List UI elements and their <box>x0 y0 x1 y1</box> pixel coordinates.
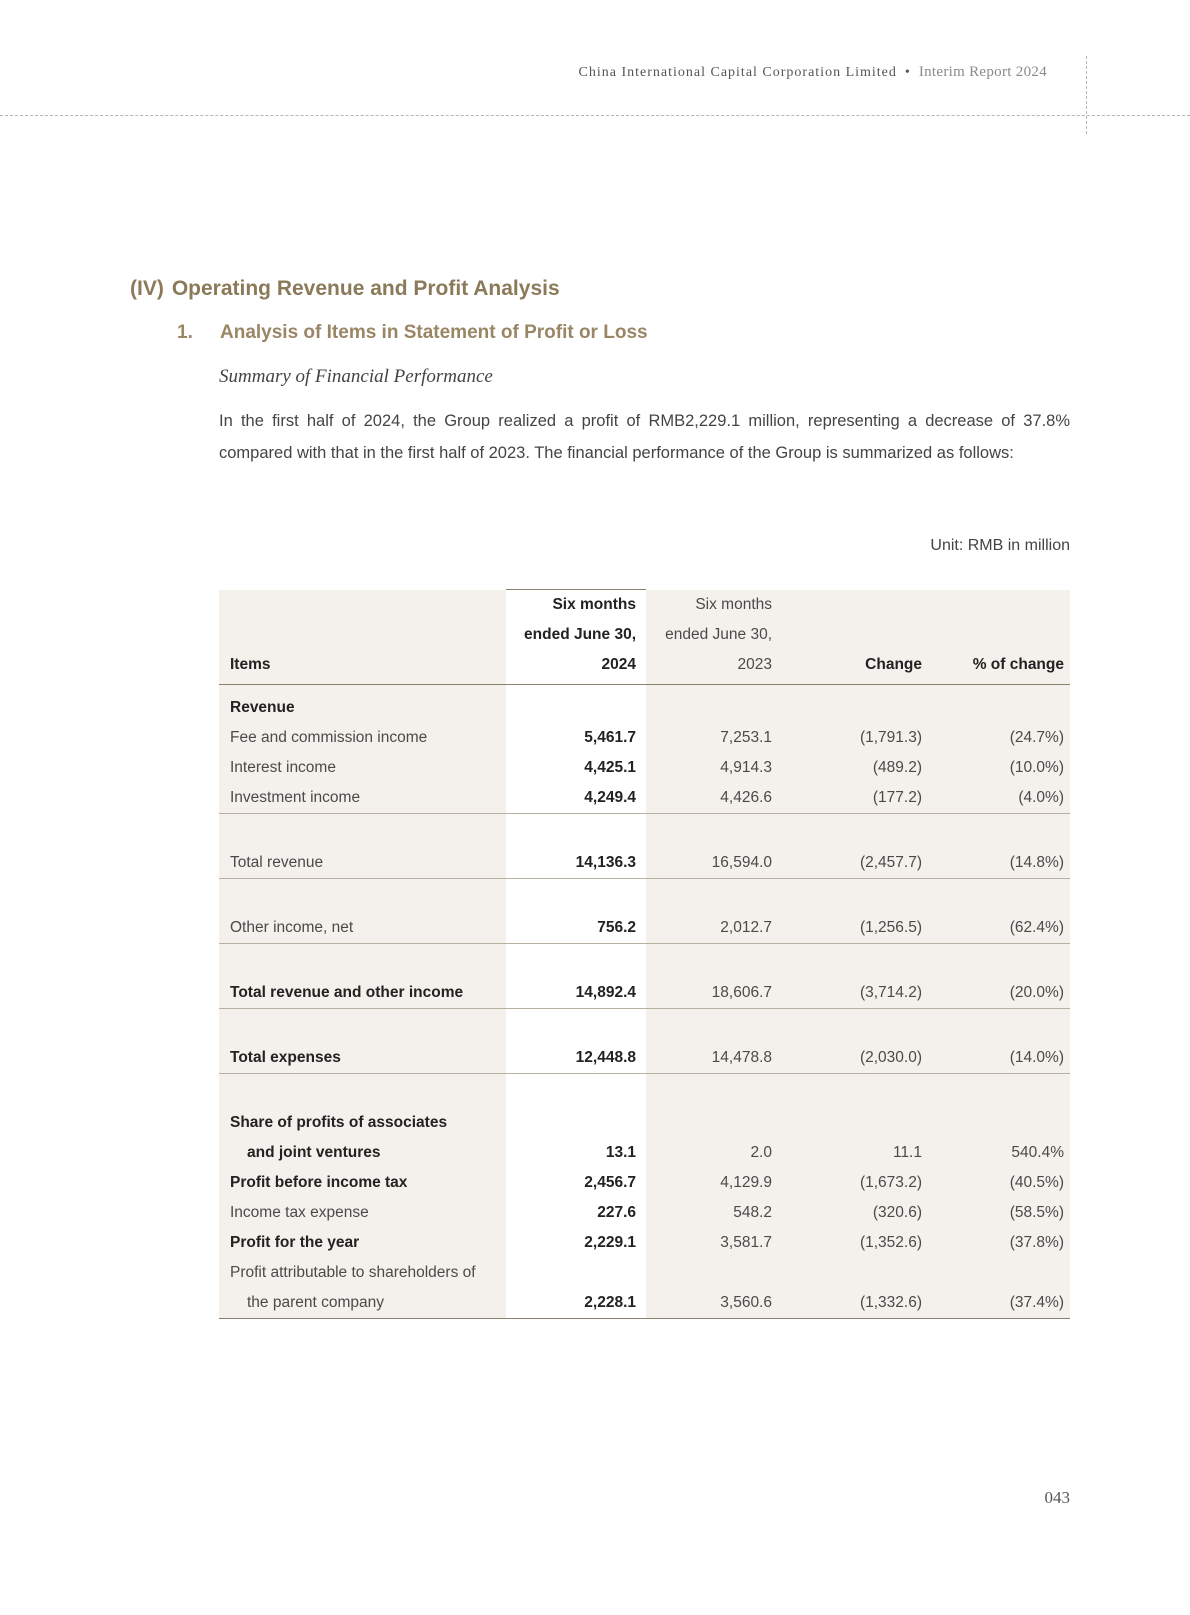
table-spacer <box>219 1009 1070 1044</box>
row-item-line2: the parent company <box>219 1288 506 1319</box>
row-pct-change: (20.0%) <box>928 978 1070 1009</box>
row-pct-change: (40.5%) <box>928 1168 1070 1198</box>
row-value-2024: 2,229.1 <box>506 1228 646 1258</box>
header-2024 <box>506 590 646 685</box>
row-item: Profit for the year <box>219 1228 506 1258</box>
row-value-2023: 3,581.7 <box>646 1228 782 1258</box>
row-value-2023: 16,594.0 <box>646 848 782 879</box>
table-row <box>219 783 1070 814</box>
section-title <box>130 277 560 301</box>
header-2023-line1: Six months <box>695 596 772 613</box>
table-row <box>219 1108 1070 1138</box>
row-value-2024: 12,448.8 <box>506 1043 646 1074</box>
header-2023-line2: ended June 30, <box>665 626 772 643</box>
row-item: Total revenue and other income <box>219 978 506 1009</box>
row-change: (1,673.2) <box>782 1168 928 1198</box>
row-value-2024: 5,461.7 <box>506 723 646 753</box>
row-pct-change: (37.8%) <box>928 1228 1070 1258</box>
row-item: Total revenue <box>219 848 506 879</box>
table-row <box>219 913 1070 944</box>
row-item: Other income, net <box>219 913 506 944</box>
row-change: (2,030.0) <box>782 1043 928 1074</box>
row-change: (2,457.7) <box>782 848 928 879</box>
summary-heading: Summary of Financial Performance <box>219 366 493 387</box>
table-row <box>219 1168 1070 1198</box>
header-2024-line2: ended June 30, <box>524 626 636 643</box>
row-value-2024: 4,249.4 <box>506 783 646 814</box>
row-value-2024: 4,425.1 <box>506 753 646 783</box>
header-company: China International Capital Corporation Limited <box>578 65 897 80</box>
row-pct-change: 540.4% <box>928 1138 1070 1168</box>
row-value-2023: 3,560.6 <box>646 1288 782 1319</box>
section-title-text: Operating Revenue and Profit Analysis <box>171 277 560 300</box>
row-item: Investment income <box>219 783 506 814</box>
row-pct-change: (37.4%) <box>928 1288 1070 1319</box>
row-pct-change: (24.7%) <box>928 723 1070 753</box>
running-header <box>579 64 1047 81</box>
summary-paragraph: In the first half of 2024, the Group realized a profit of RMB2,229.1 million, representing a decrease of 37.8% compared with that in the first half of 2023. The financial performance of the Group is summarized as follows: <box>219 412 1070 462</box>
row-item: Fee and commission income <box>219 723 506 753</box>
row-item: Interest income <box>219 753 506 783</box>
table-row <box>219 978 1070 1009</box>
row-item: Total expenses <box>219 1043 506 1074</box>
header-report-title: Interim Report 2024 <box>918 64 1047 80</box>
unit-label: Unit: RMB in million <box>930 537 1070 554</box>
header-change: Change <box>782 590 928 685</box>
table-row <box>219 1228 1070 1258</box>
section-number: (IV) <box>130 277 164 300</box>
row-change: (1,256.5) <box>782 913 928 944</box>
header-vertical-mark <box>1086 56 1087 134</box>
header-pct-change: % of change <box>928 590 1070 685</box>
row-value-2023: 18,606.7 <box>646 978 782 1009</box>
row-value-2023: 4,426.6 <box>646 783 782 814</box>
header-2023 <box>646 590 782 685</box>
row-value-2023: 548.2 <box>646 1198 782 1228</box>
profit-loss-table <box>219 589 1070 1319</box>
row-pct-change: (14.0%) <box>928 1043 1070 1074</box>
table-row <box>219 848 1070 879</box>
table-row <box>219 723 1070 753</box>
subsection-number: 1. <box>177 322 193 343</box>
table-row <box>219 753 1070 783</box>
row-value-2024: 14,136.3 <box>506 848 646 879</box>
header-bullet: • <box>904 65 911 80</box>
row-item: Income tax expense <box>219 1198 506 1228</box>
row-item: Profit before income tax <box>219 1168 506 1198</box>
subsection-title <box>177 322 648 344</box>
table-spacer <box>219 944 1070 979</box>
row-change: (320.6) <box>782 1198 928 1228</box>
row-value-2024: 14,892.4 <box>506 978 646 1009</box>
row-change: 11.1 <box>782 1138 928 1168</box>
table-row <box>219 1198 1070 1228</box>
header-2024-line3: 2024 <box>601 656 636 673</box>
revenue-label: Revenue <box>219 685 506 724</box>
row-pct-change: (62.4%) <box>928 913 1070 944</box>
page-number: 043 <box>1044 1488 1070 1507</box>
row-pct-change: (10.0%) <box>928 753 1070 783</box>
row-value-2024: 2,456.7 <box>506 1168 646 1198</box>
row-value-2024: 13.1 <box>506 1138 646 1168</box>
header-items: Items <box>219 590 506 685</box>
row-value-2023: 2,012.7 <box>646 913 782 944</box>
table-row <box>219 1138 1070 1168</box>
table-row <box>219 1288 1070 1319</box>
row-change: (1,332.6) <box>782 1288 928 1319</box>
row-pct-change: (4.0%) <box>928 783 1070 814</box>
row-item-line2: and joint ventures <box>219 1138 506 1168</box>
header-divider <box>0 115 1190 116</box>
table-spacer <box>219 814 1070 849</box>
row-value-2023: 2.0 <box>646 1138 782 1168</box>
subsection-title-text: Analysis of Items in Statement of Profit or Loss <box>220 322 648 343</box>
row-value-2023: 7,253.1 <box>646 723 782 753</box>
table-header-row <box>219 590 1070 685</box>
row-value-2023: 4,914.3 <box>646 753 782 783</box>
row-change: (489.2) <box>782 753 928 783</box>
row-change: (3,714.2) <box>782 978 928 1009</box>
row-value-2024: 227.6 <box>506 1198 646 1228</box>
row-value-2024: 2,228.1 <box>506 1288 646 1319</box>
table-spacer <box>219 1074 1070 1109</box>
header-2024-line1: Six months <box>552 596 636 613</box>
row-item-line1: Share of profits of associates <box>219 1108 506 1138</box>
row-pct-change: (14.8%) <box>928 848 1070 879</box>
row-change: (1,352.6) <box>782 1228 928 1258</box>
table-spacer <box>219 879 1070 914</box>
row-value-2023: 4,129.9 <box>646 1168 782 1198</box>
row-pct-change: (58.5%) <box>928 1198 1070 1228</box>
table-row <box>219 685 1070 724</box>
row-change: (1,791.3) <box>782 723 928 753</box>
financial-performance-table <box>219 589 1070 1319</box>
header-2023-line3: 2023 <box>737 656 772 673</box>
table-row <box>219 1258 1070 1288</box>
row-value-2023: 14,478.8 <box>646 1043 782 1074</box>
row-value-2024: 756.2 <box>506 913 646 944</box>
table-row <box>219 1043 1070 1074</box>
row-change: (177.2) <box>782 783 928 814</box>
row-item-line1: Profit attributable to shareholders of <box>219 1258 506 1288</box>
